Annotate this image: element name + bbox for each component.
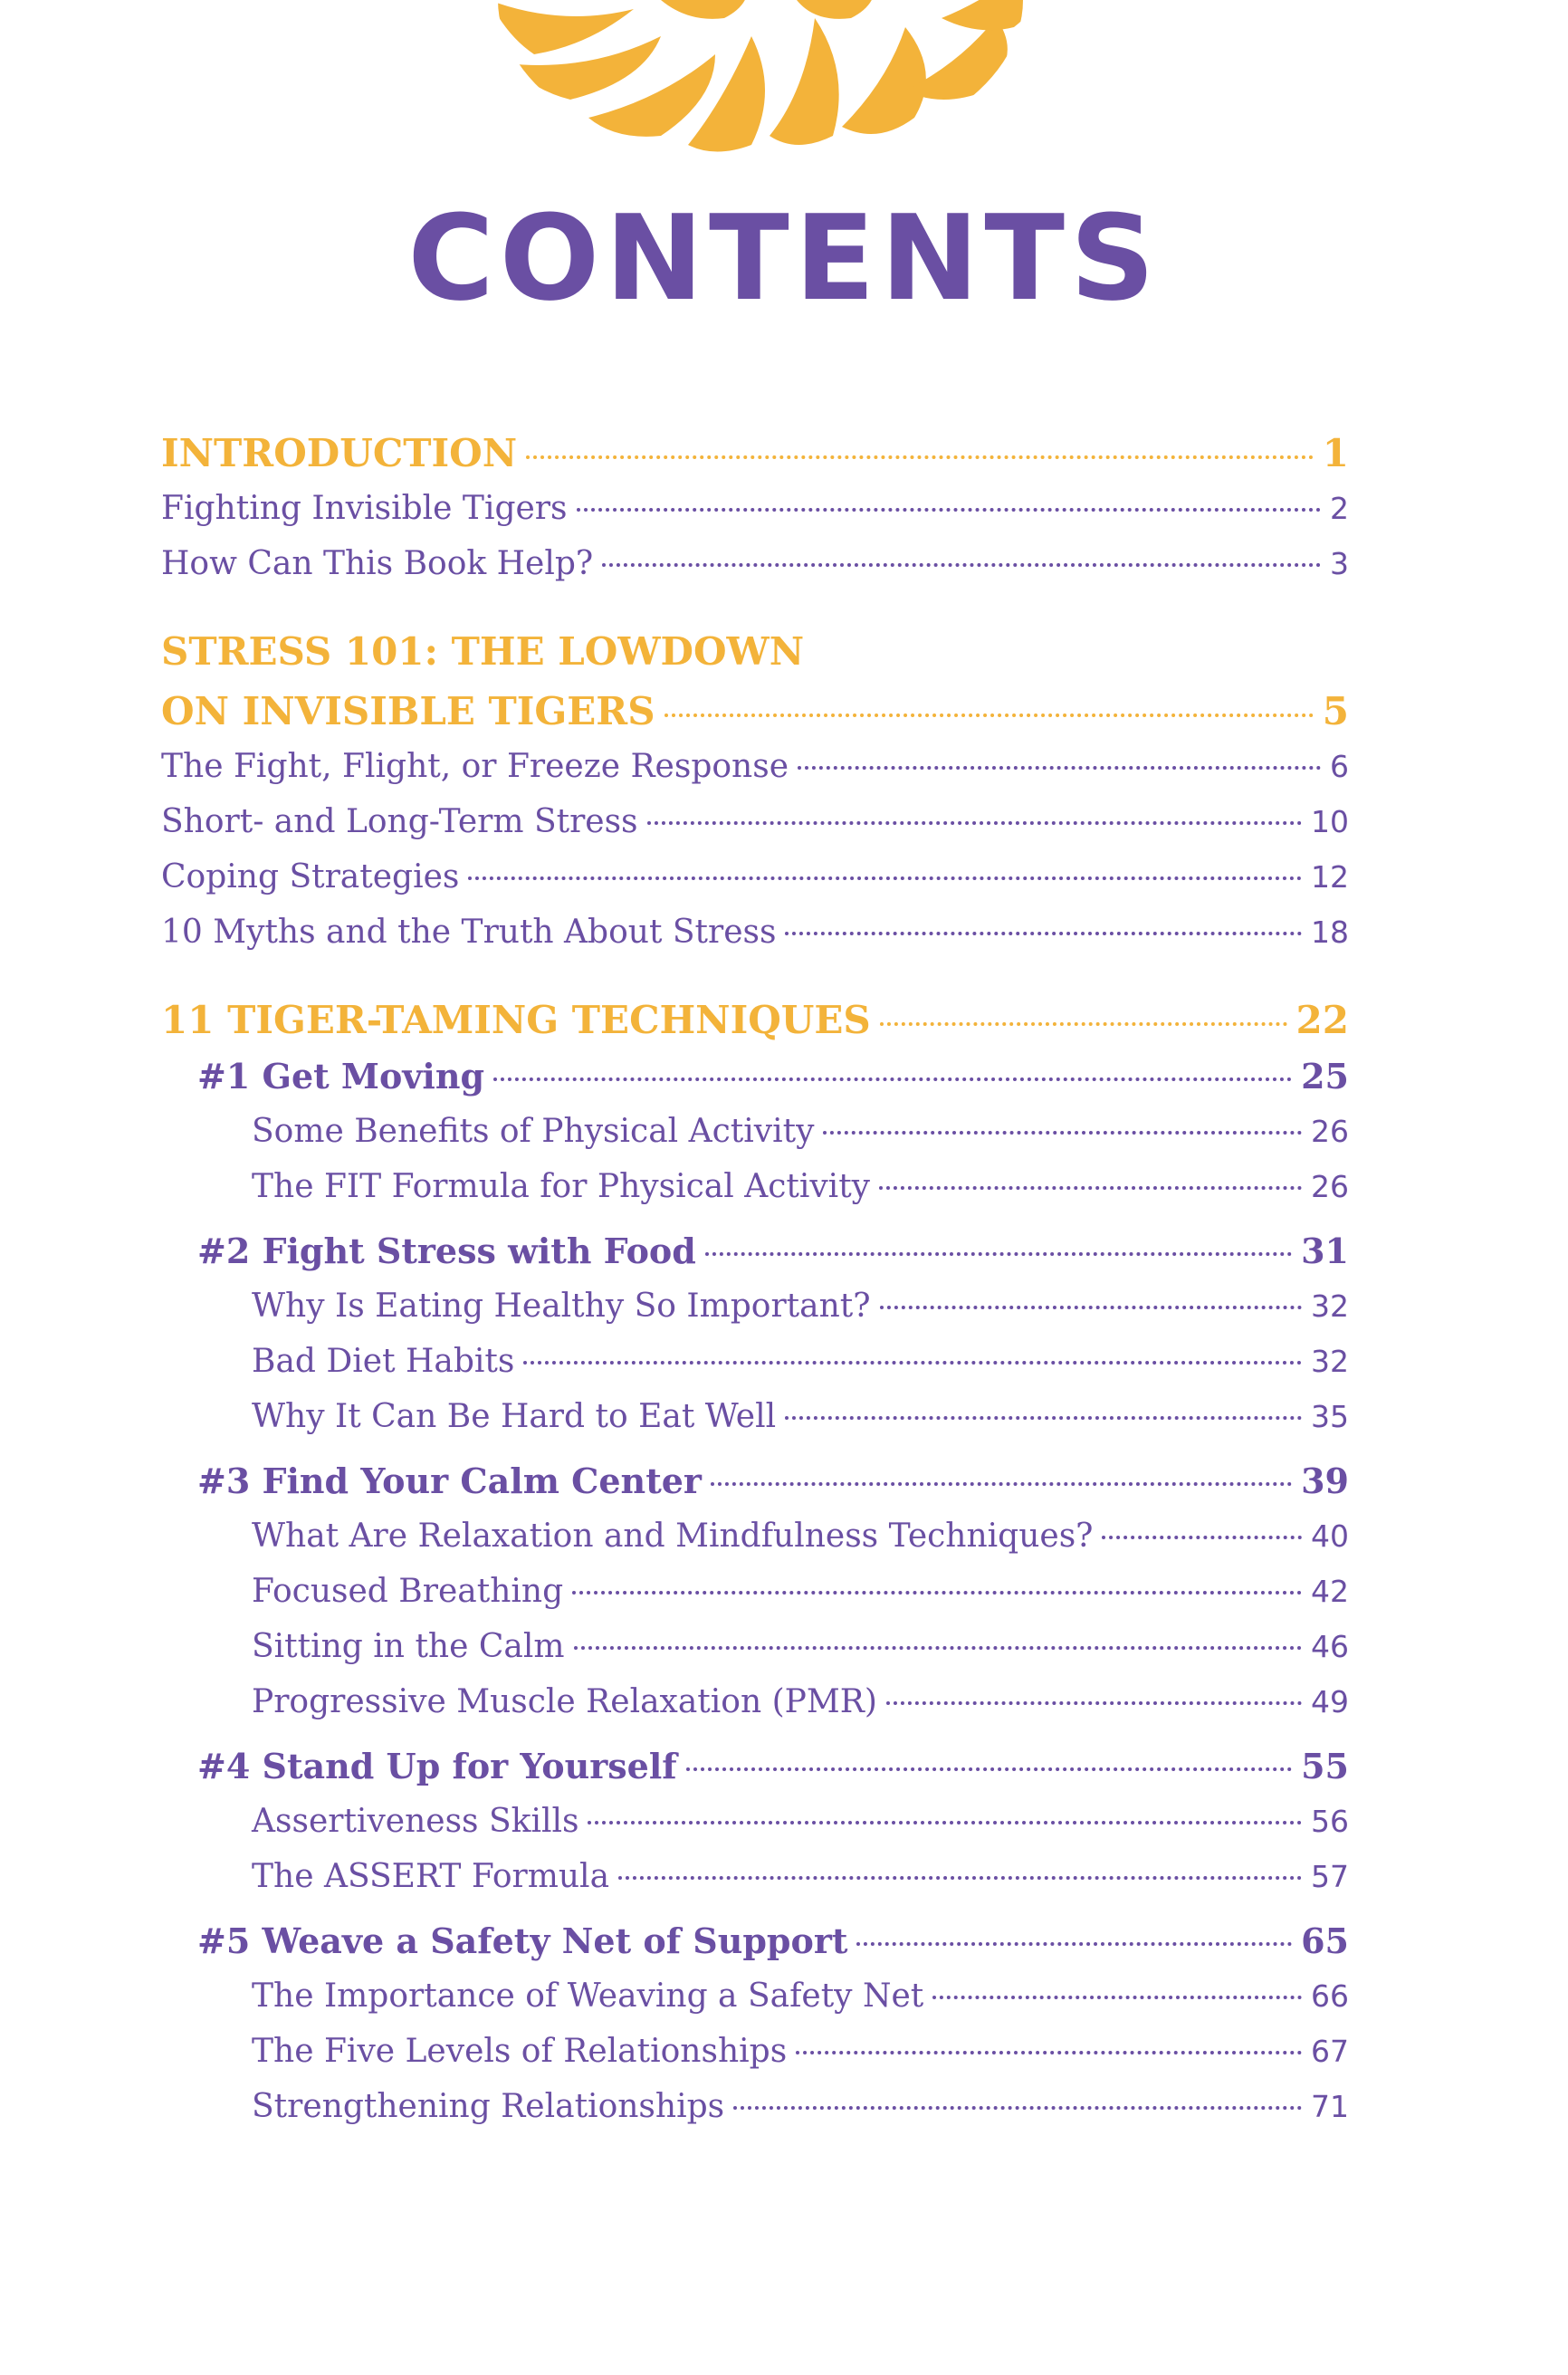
dot-leader <box>647 821 1302 825</box>
toc-sub-entry[interactable] <box>252 1520 1349 1553</box>
page-number: 49 <box>1311 1684 1349 1719</box>
toc-entry[interactable] <box>161 858 1349 895</box>
toc-chapter-group <box>161 1746 1349 1895</box>
toc-chapter[interactable] <box>197 1231 1349 1271</box>
entry-label: Sitting in the Calm <box>252 1628 565 1665</box>
page-number: 26 <box>1311 1114 1349 1149</box>
page-number: 1 <box>1322 431 1349 475</box>
page-number: 32 <box>1311 1344 1349 1379</box>
dot-leader <box>574 1646 1303 1650</box>
toc-sub-entry[interactable] <box>252 1628 1349 1665</box>
dot-leader <box>880 1306 1302 1309</box>
toc-sub-entry[interactable] <box>252 1980 1349 2013</box>
entry-label: How Can This Book Help? <box>161 545 594 582</box>
chapter-label: #3 Find Your Calm Center <box>197 1460 702 1501</box>
toc-entry[interactable] <box>161 916 1349 949</box>
page-number: 65 <box>1301 1920 1349 1961</box>
toc-chapter[interactable] <box>197 1460 1349 1501</box>
dot-leader <box>572 1591 1302 1595</box>
page-number: 57 <box>1311 1859 1349 1894</box>
toc-sub-entry[interactable] <box>252 1683 1349 1720</box>
chapter-label: #5 Weave a Safety Net of Support <box>197 1920 848 1961</box>
page-number: 26 <box>1311 1169 1349 1204</box>
entry-label: Why It Can Be Hard to Eat Well <box>252 1398 777 1435</box>
toc-sub-entry[interactable] <box>252 1343 1349 1380</box>
dot-leader <box>602 563 1321 567</box>
entry-label: Progressive Muscle Relaxation (PMR) <box>252 1683 877 1720</box>
dot-leader <box>1102 1536 1302 1539</box>
entry-label: The Importance of Weaving a Safety Net <box>252 1978 924 2015</box>
page-number: 12 <box>1311 859 1349 895</box>
toc-chapter-group <box>161 1920 1349 2125</box>
toc-chapter[interactable] <box>197 1056 1349 1097</box>
toc-sub-entry[interactable] <box>252 2035 1349 2068</box>
entry-label: Coping Strategies <box>161 858 460 895</box>
dot-leader <box>879 1186 1302 1190</box>
toc-entry[interactable] <box>161 748 1349 785</box>
entry-label: Bad Diet Habits <box>252 1343 515 1380</box>
page-number: 22 <box>1296 998 1349 1042</box>
page-number: 66 <box>1311 1978 1349 2014</box>
dot-leader <box>733 2106 1302 2110</box>
page-number: 31 <box>1301 1231 1349 1271</box>
page-number: 40 <box>1311 1518 1349 1554</box>
toc-chapter-group <box>161 1460 1349 1720</box>
dot-leader <box>526 455 1314 459</box>
entry-label: 10 Myths and the Truth About Stress <box>161 914 777 951</box>
dot-leader <box>856 1942 1292 1946</box>
dot-leader <box>796 2051 1302 2054</box>
page-number: 3 <box>1330 546 1349 581</box>
page-number: 46 <box>1311 1629 1349 1664</box>
table-of-contents <box>161 431 1349 2176</box>
dot-leader <box>588 1821 1302 1824</box>
dot-leader <box>932 1996 1302 1999</box>
page-number: 18 <box>1311 915 1349 950</box>
page-number: 25 <box>1301 1056 1349 1097</box>
entry-label: Fighting Invisible Tigers <box>161 490 568 527</box>
chapter-label: #4 Stand Up for Yourself <box>197 1746 677 1786</box>
dot-leader <box>664 713 1314 717</box>
toc-sub-entry[interactable] <box>252 1575 1349 1608</box>
toc-section-heading[interactable] <box>161 431 1349 475</box>
dot-leader <box>493 1077 1292 1081</box>
toc-entry[interactable] <box>161 803 1349 840</box>
toc-sub-entry[interactable] <box>252 1113 1349 1150</box>
page-number: 42 <box>1311 1574 1349 1609</box>
toc-section-stress-101 <box>161 629 1349 951</box>
section-title-line-2: ON INVISIBLE TIGERS <box>161 689 655 733</box>
toc-section-heading[interactable] <box>161 629 1349 733</box>
page-number: 2 <box>1330 491 1349 526</box>
entry-label: The Five Levels of Relationships <box>252 2033 788 2070</box>
page-number: 5 <box>1322 689 1349 733</box>
toc-section-introduction <box>161 431 1349 582</box>
entry-label: Strengthening Relationships <box>252 2088 725 2125</box>
toc-sub-entry[interactable] <box>252 1290 1349 1323</box>
page-title: CONTENTS <box>407 189 1161 327</box>
entry-label: The FIT Formula for Physical Activity <box>252 1168 870 1205</box>
page-number: 55 <box>1301 1746 1349 1786</box>
toc-section-heading[interactable] <box>161 998 1349 1042</box>
entry-label: Focused Breathing <box>252 1573 564 1610</box>
dot-leader <box>577 508 1322 512</box>
page-number: 32 <box>1311 1288 1349 1324</box>
dot-leader <box>523 1361 1302 1365</box>
tiger-stripe-sun-icon <box>453 0 1086 163</box>
page-number: 56 <box>1311 1804 1349 1839</box>
dot-leader <box>705 1252 1292 1256</box>
dot-leader <box>468 876 1302 880</box>
toc-sub-entry[interactable] <box>252 1398 1349 1435</box>
toc-sub-entry[interactable] <box>252 1858 1349 1895</box>
entry-label: Some Benefits of Physical Activity <box>252 1113 815 1150</box>
section-title: INTRODUCTION <box>161 431 518 475</box>
page-number: 6 <box>1330 749 1349 784</box>
entry-label: Short- and Long-Term Stress <box>161 803 638 840</box>
entry-label: What Are Relaxation and Mindfulness Techniques? <box>252 1518 1094 1555</box>
toc-chapter[interactable] <box>197 1920 1349 1961</box>
page-number: 10 <box>1311 804 1349 839</box>
chapter-label: #2 Fight Stress with Food <box>197 1231 696 1271</box>
dot-leader <box>686 1767 1293 1771</box>
dot-leader <box>823 1131 1302 1135</box>
page-number: 67 <box>1311 2034 1349 2069</box>
section-title-line-1: STRESS 101: THE LOWDOWN <box>161 629 805 674</box>
section-title: 11 TIGER-TAMING TECHNIQUES <box>161 998 871 1042</box>
entry-label: The Fight, Flight, or Freeze Response <box>161 748 789 785</box>
page-number: 39 <box>1301 1460 1349 1501</box>
entry-label: Why Is Eating Healthy So Important? <box>252 1288 871 1325</box>
toc-sub-entry[interactable] <box>252 1805 1349 1838</box>
dot-leader <box>711 1482 1292 1486</box>
toc-chapter-group <box>161 1231 1349 1435</box>
toc-chapter-group <box>161 1056 1349 1205</box>
entry-label: Assertiveness Skills <box>252 1803 579 1840</box>
dot-leader <box>785 1416 1302 1420</box>
dot-leader <box>880 1022 1287 1026</box>
entry-label: The ASSERT Formula <box>252 1858 610 1895</box>
dot-leader <box>785 932 1302 935</box>
toc-sub-entry[interactable] <box>252 1168 1349 1205</box>
chapter-label: #1 Get Moving <box>197 1056 485 1097</box>
toc-entry[interactable] <box>161 490 1349 527</box>
toc-chapter[interactable] <box>197 1746 1349 1786</box>
toc-entry[interactable] <box>161 545 1349 582</box>
page-number: 35 <box>1311 1399 1349 1434</box>
toc-section-techniques <box>161 998 1349 2125</box>
dot-leader <box>798 766 1321 770</box>
page-number: 71 <box>1311 2089 1349 2124</box>
dot-leader <box>886 1701 1302 1705</box>
dot-leader <box>618 1876 1302 1880</box>
toc-sub-entry[interactable] <box>252 2088 1349 2125</box>
